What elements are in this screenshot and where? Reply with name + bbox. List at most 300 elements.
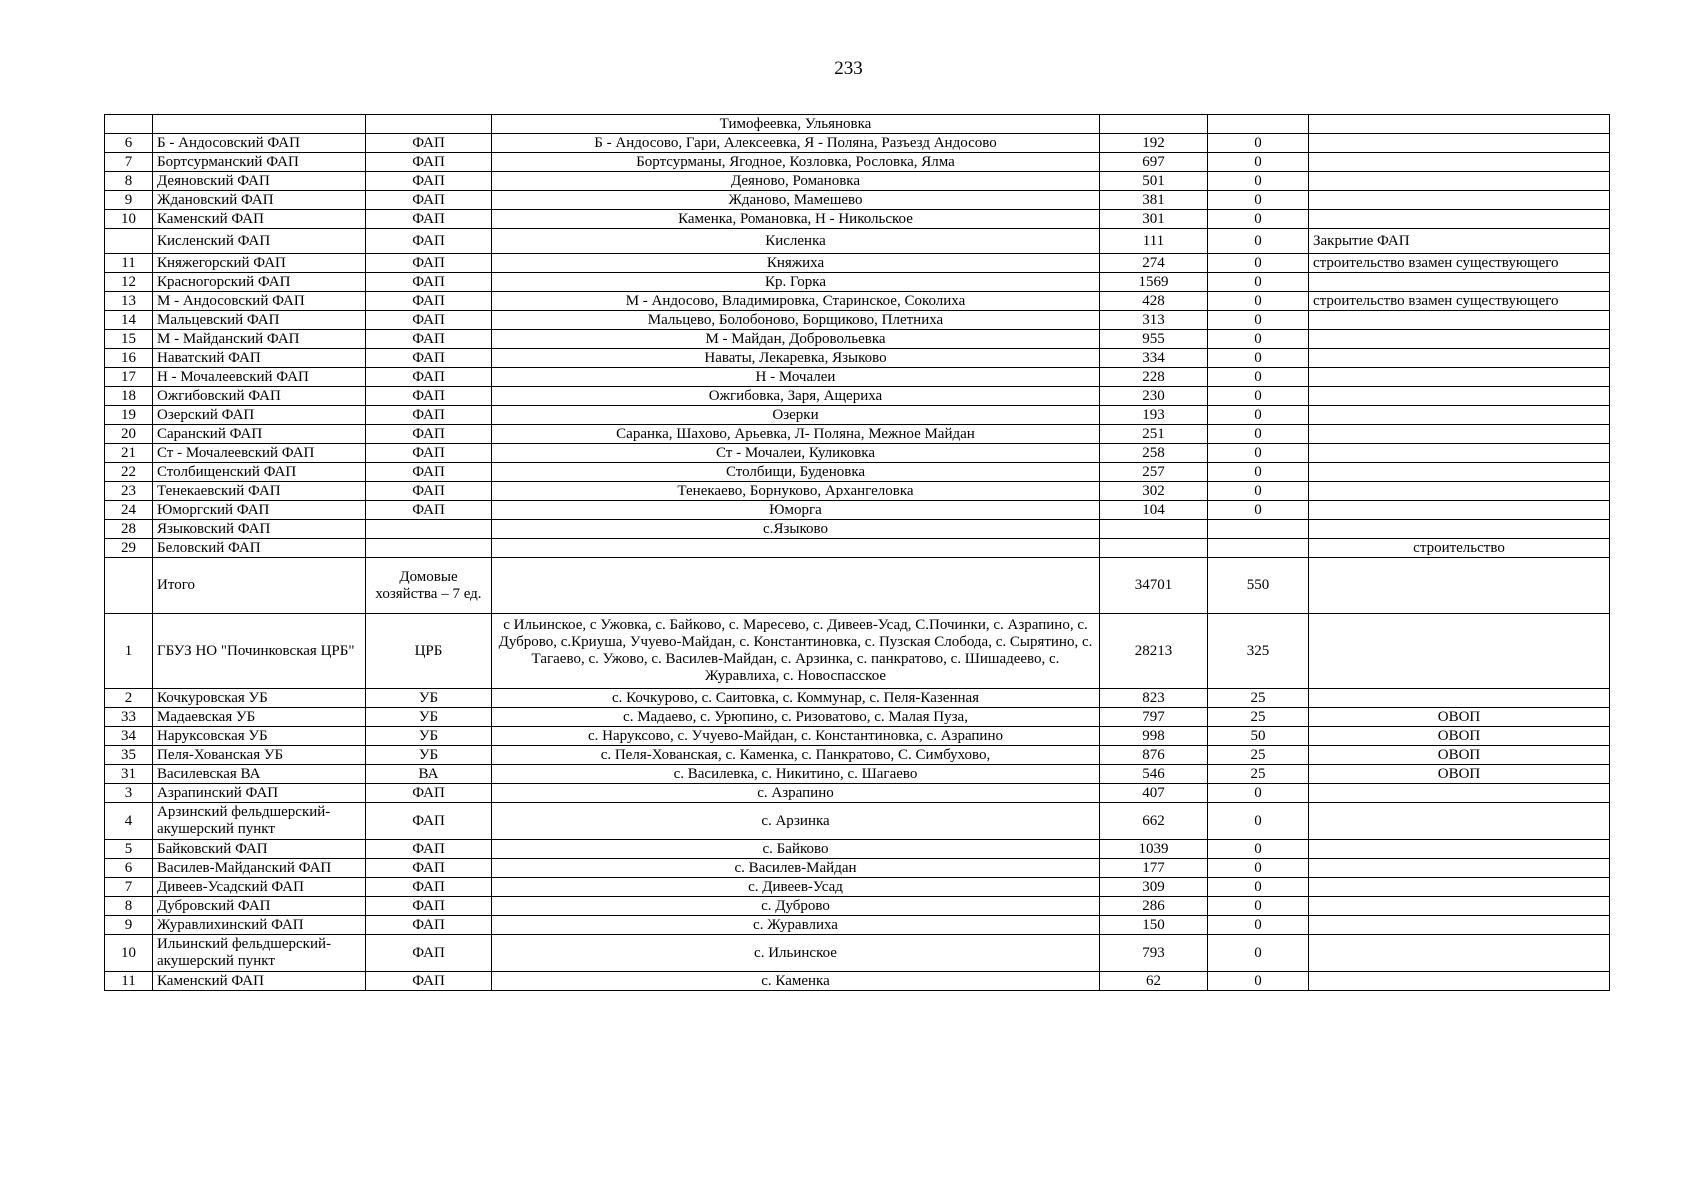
beds-cell: 0 xyxy=(1208,784,1309,803)
table-row xyxy=(105,463,1610,482)
served-settlements-cell: с. Журавлиха xyxy=(492,916,1100,935)
beds-cell: 0 xyxy=(1208,273,1309,292)
table-row xyxy=(105,784,1610,803)
row-number-cell: 17 xyxy=(105,368,153,387)
row-number-cell: 1 xyxy=(105,614,153,689)
row-number-cell: 6 xyxy=(105,859,153,878)
row-number-cell: 35 xyxy=(105,746,153,765)
beds-cell: 0 xyxy=(1208,803,1309,840)
table-row xyxy=(105,349,1610,368)
facility-name-cell: Кисленский ФАП xyxy=(153,229,366,254)
row-number-cell: 2 xyxy=(105,689,153,708)
row-number-cell xyxy=(105,229,153,254)
population-cell: 662 xyxy=(1100,803,1208,840)
facility-type-cell: ФАП xyxy=(366,897,492,916)
note-cell xyxy=(1309,444,1610,463)
note-cell xyxy=(1309,463,1610,482)
facility-type-cell xyxy=(366,115,492,134)
row-number-cell: 15 xyxy=(105,330,153,349)
population-cell: 302 xyxy=(1100,482,1208,501)
served-settlements-cell: Каменка, Романовка, Н - Никольское xyxy=(492,210,1100,229)
population-cell: 150 xyxy=(1100,916,1208,935)
table-row xyxy=(105,444,1610,463)
facility-name-cell: Ждановский ФАП xyxy=(153,191,366,210)
facility-type-cell: УБ xyxy=(366,708,492,727)
population-cell xyxy=(1100,539,1208,558)
population-cell: 407 xyxy=(1100,784,1208,803)
note-cell xyxy=(1309,935,1610,972)
row-number-cell: 14 xyxy=(105,311,153,330)
facility-name-cell: Ст - Мочалеевский ФАП xyxy=(153,444,366,463)
population-cell: 28213 xyxy=(1100,614,1208,689)
row-number-cell: 24 xyxy=(105,501,153,520)
row-number-cell: 13 xyxy=(105,292,153,311)
beds-cell: 325 xyxy=(1208,614,1309,689)
served-settlements-cell: с. Дивеев-Усад xyxy=(492,878,1100,897)
population-cell: 998 xyxy=(1100,727,1208,746)
population-cell: 34701 xyxy=(1100,558,1208,614)
table-row xyxy=(105,406,1610,425)
beds-cell: 0 xyxy=(1208,191,1309,210)
note-cell xyxy=(1309,134,1610,153)
row-number-cell: 28 xyxy=(105,520,153,539)
facility-name-cell: Тенекаевский ФАП xyxy=(153,482,366,501)
table-row xyxy=(105,746,1610,765)
facility-type-cell: ФАП xyxy=(366,330,492,349)
table-row xyxy=(105,727,1610,746)
served-settlements-cell: Наваты, Лекаревка, Языково xyxy=(492,349,1100,368)
served-settlements-cell: с. Кочкурово, с. Саитовка, с. Коммунар, с. Пеля-Казенная xyxy=(492,689,1100,708)
note-cell xyxy=(1309,803,1610,840)
row-number-cell: 9 xyxy=(105,916,153,935)
facility-name-cell: Саранский ФАП xyxy=(153,425,366,444)
facility-name-cell: Азрапинский ФАП xyxy=(153,784,366,803)
table-row xyxy=(105,172,1610,191)
served-settlements-cell: с. Дуброво xyxy=(492,897,1100,916)
facility-type-cell: ФАП xyxy=(366,292,492,311)
facility-name-cell: Ильинский фельдшерский-акушерский пункт xyxy=(153,935,366,972)
row-number-cell: 16 xyxy=(105,349,153,368)
beds-cell xyxy=(1208,115,1309,134)
served-settlements-cell: Тенекаево, Борнуково, Архангеловка xyxy=(492,482,1100,501)
note-cell xyxy=(1309,916,1610,935)
served-settlements-cell: с. Ильинское xyxy=(492,935,1100,972)
table-row xyxy=(105,708,1610,727)
table-row xyxy=(105,539,1610,558)
note-cell xyxy=(1309,784,1610,803)
facility-name-cell: Ожгибовский ФАП xyxy=(153,387,366,406)
note-cell xyxy=(1309,273,1610,292)
table-row xyxy=(105,273,1610,292)
served-settlements-cell: Тимофеевка, Ульяновка xyxy=(492,115,1100,134)
served-settlements-cell: с. Азрапино xyxy=(492,784,1100,803)
served-settlements-cell: с. Пеля-Хованская, с. Каменка, с. Панкратово, С. Симбухово, xyxy=(492,746,1100,765)
facility-type-cell: ФАП xyxy=(366,425,492,444)
served-settlements-cell: Бортсурманы, Ягодное, Козловка, Рословка, Ялма xyxy=(492,153,1100,172)
beds-cell: 0 xyxy=(1208,368,1309,387)
facility-type-cell: ФАП xyxy=(366,134,492,153)
table-row xyxy=(105,614,1610,689)
population-cell: 257 xyxy=(1100,463,1208,482)
facility-name-cell: Байковский ФАП xyxy=(153,840,366,859)
beds-cell: 0 xyxy=(1208,444,1309,463)
note-cell xyxy=(1309,972,1610,991)
population-cell: 381 xyxy=(1100,191,1208,210)
table-row xyxy=(105,134,1610,153)
facility-name-cell: Столбищенский ФАП xyxy=(153,463,366,482)
served-settlements-cell: Б - Андосово, Гари, Алексеевка, Я - Поляна, Разъезд Андосово xyxy=(492,134,1100,153)
population-cell: 286 xyxy=(1100,897,1208,916)
beds-cell: 0 xyxy=(1208,878,1309,897)
facility-name-cell: Наватский ФАП xyxy=(153,349,366,368)
population-cell: 428 xyxy=(1100,292,1208,311)
row-number-cell: 3 xyxy=(105,784,153,803)
row-number-cell: 5 xyxy=(105,840,153,859)
served-settlements-cell: с. Наруксово, с. Учуево-Майдан, с. Константиновка, с. Азрапино xyxy=(492,727,1100,746)
facility-type-cell: ФАП xyxy=(366,191,492,210)
facility-name-cell: Мадаевская УБ xyxy=(153,708,366,727)
note-cell xyxy=(1309,689,1610,708)
population-cell: 258 xyxy=(1100,444,1208,463)
served-settlements-cell: Ст - Мочалеи, Куликовка xyxy=(492,444,1100,463)
population-cell: 1569 xyxy=(1100,273,1208,292)
facility-type-cell: ФАП xyxy=(366,972,492,991)
facility-name-cell: М - Андосовский ФАП xyxy=(153,292,366,311)
facility-type-cell: ФАП xyxy=(366,840,492,859)
served-settlements-cell: М - Андосово, Владимировка, Старинское, Соколиха xyxy=(492,292,1100,311)
table-row xyxy=(105,916,1610,935)
facility-type-cell: ФАП xyxy=(366,916,492,935)
note-cell xyxy=(1309,330,1610,349)
table-row xyxy=(105,368,1610,387)
row-number-cell: 29 xyxy=(105,539,153,558)
facility-name-cell: Языковский ФАП xyxy=(153,520,366,539)
facility-type-cell: ФАП xyxy=(366,482,492,501)
table-row xyxy=(105,482,1610,501)
row-number-cell xyxy=(105,115,153,134)
row-number-cell xyxy=(105,558,153,614)
row-number-cell: 22 xyxy=(105,463,153,482)
served-settlements-cell: Саранка, Шахово, Арьевка, Л- Поляна, Межное Майдан xyxy=(492,425,1100,444)
row-number-cell: 31 xyxy=(105,765,153,784)
population-cell: 1039 xyxy=(1100,840,1208,859)
served-settlements-cell: с. Василев-Майдан xyxy=(492,859,1100,878)
note-cell: ОВОП xyxy=(1309,746,1610,765)
population-cell: 301 xyxy=(1100,210,1208,229)
beds-cell: 0 xyxy=(1208,172,1309,191)
row-number-cell: 19 xyxy=(105,406,153,425)
served-settlements-cell: Княжиха xyxy=(492,254,1100,273)
served-settlements-cell: Кр. Горка xyxy=(492,273,1100,292)
table-row xyxy=(105,115,1610,134)
note-cell xyxy=(1309,897,1610,916)
facility-name-cell: Дивеев-Усадский ФАП xyxy=(153,878,366,897)
facility-name-cell: Каменский ФАП xyxy=(153,972,366,991)
facility-type-cell: УБ xyxy=(366,727,492,746)
population-cell: 104 xyxy=(1100,501,1208,520)
facility-name-cell: Каменский ФАП xyxy=(153,210,366,229)
population-cell: 177 xyxy=(1100,859,1208,878)
beds-cell: 0 xyxy=(1208,330,1309,349)
table-row xyxy=(105,191,1610,210)
table-row xyxy=(105,689,1610,708)
facility-type-cell: ФАП xyxy=(366,501,492,520)
facility-name-cell: Озерский ФАП xyxy=(153,406,366,425)
served-settlements-cell: с. Василевка, с. Никитино, с. Шагаево xyxy=(492,765,1100,784)
served-settlements-cell: Столбищи, Буденовка xyxy=(492,463,1100,482)
row-number-cell: 11 xyxy=(105,254,153,273)
population-cell: 793 xyxy=(1100,935,1208,972)
served-settlements-cell: Юморга xyxy=(492,501,1100,520)
beds-cell: 0 xyxy=(1208,425,1309,444)
facility-name-cell: Юморгский ФАП xyxy=(153,501,366,520)
table-row xyxy=(105,330,1610,349)
beds-cell: 0 xyxy=(1208,482,1309,501)
population-cell: 192 xyxy=(1100,134,1208,153)
note-cell: ОВОП xyxy=(1309,708,1610,727)
table-row xyxy=(105,425,1610,444)
note-cell xyxy=(1309,482,1610,501)
table-body xyxy=(105,115,1610,991)
table-row xyxy=(105,210,1610,229)
population-cell: 230 xyxy=(1100,387,1208,406)
beds-cell: 25 xyxy=(1208,746,1309,765)
beds-cell: 0 xyxy=(1208,972,1309,991)
facility-type-cell: ФАП xyxy=(366,349,492,368)
row-number-cell: 12 xyxy=(105,273,153,292)
beds-cell: 0 xyxy=(1208,463,1309,482)
served-settlements-cell: с Ильинское, с Ужовка, с. Байково, с. Маресево, с. Дивеев-Усад, С.Починки, с. Азрапино, с. Дуброво, с.Криуша, Учуево-Майдан, с. Константиновка, с. Пузская Слобода, с. Сырятино, с. Тагаево, с. Ужово, с. Василев-Майдан, с. Арзинка, с. панкратово, с. Шишадеево, с. Журавлиха, с. Новоспасское xyxy=(492,614,1100,689)
note-cell xyxy=(1309,878,1610,897)
facility-type-cell: УБ xyxy=(366,689,492,708)
served-settlements-cell: Кисленка xyxy=(492,229,1100,254)
facility-name-cell: Красногорский ФАП xyxy=(153,273,366,292)
beds-cell: 0 xyxy=(1208,349,1309,368)
population-cell: 62 xyxy=(1100,972,1208,991)
beds-cell xyxy=(1208,539,1309,558)
facility-type-cell: ФАП xyxy=(366,387,492,406)
population-cell: 111 xyxy=(1100,229,1208,254)
beds-cell: 0 xyxy=(1208,859,1309,878)
note-cell xyxy=(1309,840,1610,859)
table-row xyxy=(105,292,1610,311)
note-cell xyxy=(1309,153,1610,172)
facility-type-cell: УБ xyxy=(366,746,492,765)
note-cell xyxy=(1309,191,1610,210)
row-number-cell: 34 xyxy=(105,727,153,746)
facility-name-cell: Б - Андосовский ФАП xyxy=(153,134,366,153)
population-cell: 876 xyxy=(1100,746,1208,765)
facility-name-cell: Наруксовская УБ xyxy=(153,727,366,746)
beds-cell: 0 xyxy=(1208,387,1309,406)
facility-name-cell: Итого xyxy=(153,558,366,614)
row-number-cell: 10 xyxy=(105,935,153,972)
row-number-cell: 9 xyxy=(105,191,153,210)
row-number-cell: 21 xyxy=(105,444,153,463)
facility-name-cell: Василев-Майданский ФАП xyxy=(153,859,366,878)
facility-type-cell: ФАП xyxy=(366,210,492,229)
served-settlements-cell: Н - Мочалеи xyxy=(492,368,1100,387)
population-cell: 309 xyxy=(1100,878,1208,897)
row-number-cell: 20 xyxy=(105,425,153,444)
beds-cell: 0 xyxy=(1208,229,1309,254)
row-number-cell: 23 xyxy=(105,482,153,501)
note-cell xyxy=(1309,614,1610,689)
row-number-cell: 4 xyxy=(105,803,153,840)
population-cell: 697 xyxy=(1100,153,1208,172)
facility-name-cell: Арзинский фельдшерский-акушерский пункт xyxy=(153,803,366,840)
population-cell: 313 xyxy=(1100,311,1208,330)
facility-type-cell: ЦРБ xyxy=(366,614,492,689)
population-cell: 334 xyxy=(1100,349,1208,368)
row-number-cell: 8 xyxy=(105,897,153,916)
beds-cell: 50 xyxy=(1208,727,1309,746)
note-cell xyxy=(1309,349,1610,368)
table-row xyxy=(105,840,1610,859)
facility-name-cell: М - Майданский ФАП xyxy=(153,330,366,349)
beds-cell: 0 xyxy=(1208,134,1309,153)
note-cell: строительство взамен существующего xyxy=(1309,292,1610,311)
facility-type-cell: ВА xyxy=(366,765,492,784)
facility-type-cell: ФАП xyxy=(366,273,492,292)
beds-cell: 0 xyxy=(1208,840,1309,859)
facility-type-cell xyxy=(366,520,492,539)
note-cell: ОВОП xyxy=(1309,727,1610,746)
served-settlements-cell: с. Каменка xyxy=(492,972,1100,991)
served-settlements-cell: Деяново, Романовка xyxy=(492,172,1100,191)
population-cell: 823 xyxy=(1100,689,1208,708)
note-cell xyxy=(1309,368,1610,387)
note-cell xyxy=(1309,115,1610,134)
facility-name-cell: Василевская ВА xyxy=(153,765,366,784)
facilities-table xyxy=(104,114,1610,991)
table-row xyxy=(105,859,1610,878)
population-cell: 797 xyxy=(1100,708,1208,727)
facility-name-cell: Дубровский ФАП xyxy=(153,897,366,916)
note-cell: строительство взамен существующего xyxy=(1309,254,1610,273)
note-cell xyxy=(1309,501,1610,520)
note-cell xyxy=(1309,520,1610,539)
population-cell: 955 xyxy=(1100,330,1208,349)
served-settlements-cell xyxy=(492,558,1100,614)
population-cell: 274 xyxy=(1100,254,1208,273)
population-cell xyxy=(1100,115,1208,134)
facility-type-cell: ФАП xyxy=(366,463,492,482)
row-number-cell: 10 xyxy=(105,210,153,229)
facility-type-cell: ФАП xyxy=(366,784,492,803)
facility-type-cell: Домовые хозяйства – 7 ед. xyxy=(366,558,492,614)
facility-type-cell: ФАП xyxy=(366,859,492,878)
note-cell xyxy=(1309,859,1610,878)
note-cell xyxy=(1309,210,1610,229)
beds-cell: 0 xyxy=(1208,311,1309,330)
note-cell xyxy=(1309,311,1610,330)
beds-cell: 0 xyxy=(1208,254,1309,273)
page-number: 233 xyxy=(834,58,863,79)
beds-cell: 0 xyxy=(1208,153,1309,172)
population-cell: 501 xyxy=(1100,172,1208,191)
row-number-cell: 8 xyxy=(105,172,153,191)
beds-cell: 25 xyxy=(1208,689,1309,708)
served-settlements-cell: с.Языково xyxy=(492,520,1100,539)
table-row xyxy=(105,520,1610,539)
beds-cell: 0 xyxy=(1208,406,1309,425)
facility-type-cell: ФАП xyxy=(366,311,492,330)
beds-cell: 25 xyxy=(1208,765,1309,784)
facility-type-cell: ФАП xyxy=(366,254,492,273)
note-cell: строительство xyxy=(1309,539,1610,558)
table-row xyxy=(105,229,1610,254)
note-cell xyxy=(1309,406,1610,425)
note-cell xyxy=(1309,425,1610,444)
note-cell: Закрытие ФАП xyxy=(1309,229,1610,254)
facility-name-cell: Беловский ФАП xyxy=(153,539,366,558)
note-cell xyxy=(1309,172,1610,191)
table-row xyxy=(105,254,1610,273)
population-cell: 546 xyxy=(1100,765,1208,784)
served-settlements-cell: Жданово, Мамешево xyxy=(492,191,1100,210)
table-row xyxy=(105,803,1610,840)
row-number-cell: 7 xyxy=(105,878,153,897)
served-settlements-cell: Мальцево, Болобоново, Борщиково, Плетниха xyxy=(492,311,1100,330)
facility-type-cell: ФАП xyxy=(366,172,492,191)
note-cell xyxy=(1309,558,1610,614)
facility-name-cell: Деяновский ФАП xyxy=(153,172,366,191)
facility-type-cell: ФАП xyxy=(366,406,492,425)
population-cell: 251 xyxy=(1100,425,1208,444)
facility-name-cell: Княжегорский ФАП xyxy=(153,254,366,273)
facility-type-cell: ФАП xyxy=(366,444,492,463)
served-settlements-cell: с. Арзинка xyxy=(492,803,1100,840)
note-cell xyxy=(1309,387,1610,406)
facility-name-cell: Бортсурманский ФАП xyxy=(153,153,366,172)
population-cell xyxy=(1100,520,1208,539)
table-row xyxy=(105,153,1610,172)
beds-cell: 0 xyxy=(1208,916,1309,935)
facility-name-cell: Мальцевский ФАП xyxy=(153,311,366,330)
facility-name-cell xyxy=(153,115,366,134)
served-settlements-cell: с. Мадаево, с. Урюпино, с. Ризоватово, с. Малая Пуза, xyxy=(492,708,1100,727)
beds-cell: 25 xyxy=(1208,708,1309,727)
facility-type-cell: ФАП xyxy=(366,229,492,254)
facility-type-cell: ФАП xyxy=(366,935,492,972)
served-settlements-cell: М - Майдан, Добровольевка xyxy=(492,330,1100,349)
table-row xyxy=(105,311,1610,330)
facility-type-cell: ФАП xyxy=(366,803,492,840)
population-cell: 193 xyxy=(1100,406,1208,425)
served-settlements-cell: Озерки xyxy=(492,406,1100,425)
beds-cell: 0 xyxy=(1208,501,1309,520)
facility-type-cell: ФАП xyxy=(366,368,492,387)
table-row xyxy=(105,387,1610,406)
table-row xyxy=(105,897,1610,916)
facility-name-cell: Пеля-Хованская УБ xyxy=(153,746,366,765)
beds-cell: 0 xyxy=(1208,210,1309,229)
facility-name-cell: Н - Мочалеевский ФАП xyxy=(153,368,366,387)
table-row xyxy=(105,935,1610,972)
facility-name-cell: ГБУЗ НО "Починковская ЦРБ" xyxy=(153,614,366,689)
row-number-cell: 11 xyxy=(105,972,153,991)
served-settlements-cell: с. Байково xyxy=(492,840,1100,859)
beds-cell: 550 xyxy=(1208,558,1309,614)
row-number-cell: 33 xyxy=(105,708,153,727)
population-cell: 228 xyxy=(1100,368,1208,387)
served-settlements-cell: Ожгибовка, Заря, Ащериха xyxy=(492,387,1100,406)
facility-type-cell: ФАП xyxy=(366,878,492,897)
facility-name-cell: Журавлихинский ФАП xyxy=(153,916,366,935)
row-number-cell: 18 xyxy=(105,387,153,406)
row-number-cell: 6 xyxy=(105,134,153,153)
